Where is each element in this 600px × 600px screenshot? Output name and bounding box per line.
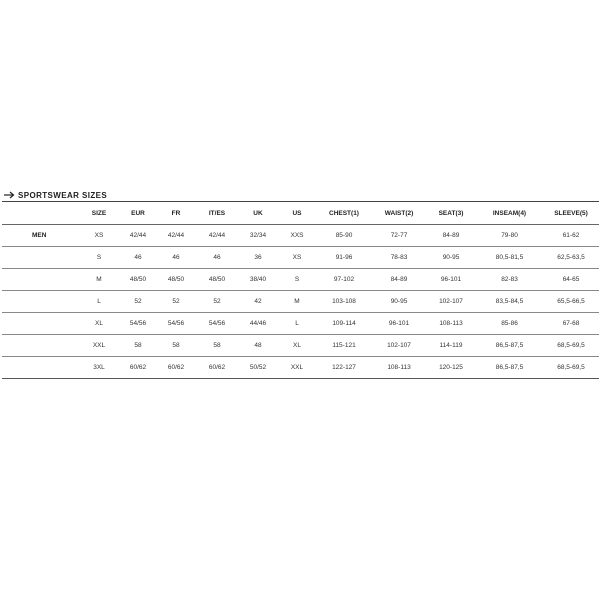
table-cell: 54/56: [156, 313, 196, 335]
table-cell: 115-121: [316, 335, 372, 357]
header-cell-it-es: IT/ES: [196, 202, 238, 225]
table-cell: 58: [156, 335, 196, 357]
table-cell: M: [78, 269, 120, 291]
size-table: [2, 201, 599, 379]
table-cell: 78-83: [372, 247, 426, 269]
table-cell: L: [78, 291, 120, 313]
table-cell: 60/62: [196, 357, 238, 379]
table-row: [2, 335, 599, 357]
table-cell: 90-95: [426, 247, 476, 269]
table-cell: 85-90: [316, 225, 372, 247]
table-cell: 64-65: [543, 269, 599, 291]
table-cell: 109-114: [316, 313, 372, 335]
table-cell: 83,5-84,5: [476, 291, 543, 313]
table-row: [2, 357, 599, 379]
table-cell: XS: [278, 247, 316, 269]
group-cell: MEN: [2, 225, 78, 247]
group-cell: [2, 269, 78, 291]
header-row: [2, 202, 599, 225]
table-cell: 32/34: [238, 225, 278, 247]
table-cell: XXL: [78, 335, 120, 357]
header-cell-inseam: INSEAM(4): [476, 202, 543, 225]
table-row: [2, 313, 599, 335]
table-row: [2, 291, 599, 313]
table-cell: S: [278, 269, 316, 291]
table-cell: 102-107: [426, 291, 476, 313]
table-cell: 86,5-87,5: [476, 357, 543, 379]
table-cell: 62,5-63,5: [543, 247, 599, 269]
section-title-text: SPORTSWEAR SIZES: [18, 190, 108, 200]
header-cell-seat: SEAT(3): [426, 202, 476, 225]
table-cell: XL: [278, 335, 316, 357]
table-cell: 84-89: [426, 225, 476, 247]
table-cell: XXL: [278, 357, 316, 379]
table-cell: 97-102: [316, 269, 372, 291]
table-cell: 82-83: [476, 269, 543, 291]
table-cell: 108-113: [372, 357, 426, 379]
table-cell: 44/46: [238, 313, 278, 335]
table-row: [2, 225, 599, 247]
table-cell: M: [278, 291, 316, 313]
header-cell-group: [2, 202, 78, 225]
table-cell: 102-107: [372, 335, 426, 357]
table-cell: 122-127: [316, 357, 372, 379]
table-row: [2, 247, 599, 269]
group-cell: [2, 313, 78, 335]
table-cell: 42: [238, 291, 278, 313]
table-cell: 58: [120, 335, 156, 357]
table-cell: 58: [196, 335, 238, 357]
table-cell: 90-95: [372, 291, 426, 313]
header-cell-uk: UK: [238, 202, 278, 225]
table-cell: 54/56: [120, 313, 156, 335]
table-cell: 42/44: [196, 225, 238, 247]
table-cell: 54/56: [196, 313, 238, 335]
table-cell: 68,5-69,5: [543, 335, 599, 357]
header-cell-waist: WAIST(2): [372, 202, 426, 225]
table-cell: 85-86: [476, 313, 543, 335]
table-cell: 46: [120, 247, 156, 269]
table-cell: 36: [238, 247, 278, 269]
table-cell: 91-96: [316, 247, 372, 269]
table-cell: 3XL: [78, 357, 120, 379]
header-cell-eur: EUR: [120, 202, 156, 225]
group-cell: [2, 357, 78, 379]
table-cell: 46: [156, 247, 196, 269]
table-cell: 48/50: [120, 269, 156, 291]
table-row: [2, 269, 599, 291]
table-cell: 120-125: [426, 357, 476, 379]
table-cell: 114-119: [426, 335, 476, 357]
table-cell: XXS: [278, 225, 316, 247]
arrow-right-icon: [4, 191, 15, 199]
table-cell: 96-101: [372, 313, 426, 335]
table-cell: L: [278, 313, 316, 335]
table-cell: 86,5-87,5: [476, 335, 543, 357]
table-cell: 84-89: [372, 269, 426, 291]
table-cell: 67-68: [543, 313, 599, 335]
table-cell: 38/40: [238, 269, 278, 291]
table-cell: 65,5-66,5: [543, 291, 599, 313]
table-cell: 103-108: [316, 291, 372, 313]
header-cell-sleeve: SLEEVE(5): [543, 202, 599, 225]
header-cell-chest: CHEST(1): [316, 202, 372, 225]
table-cell: 52: [120, 291, 156, 313]
header-cell-fr: FR: [156, 202, 196, 225]
table-cell: 80,5-81,5: [476, 247, 543, 269]
table-cell: 60/62: [120, 357, 156, 379]
header-cell-size: SIZE: [78, 202, 120, 225]
header-cell-us: US: [278, 202, 316, 225]
table-cell: 108-113: [426, 313, 476, 335]
table-cell: 61-62: [543, 225, 599, 247]
group-cell: [2, 291, 78, 313]
table-cell: 48: [238, 335, 278, 357]
table-cell: 42/44: [120, 225, 156, 247]
table-cell: XL: [78, 313, 120, 335]
table-cell: XS: [78, 225, 120, 247]
table-cell: 52: [156, 291, 196, 313]
table-cell: 48/50: [156, 269, 196, 291]
table-cell: 60/62: [156, 357, 196, 379]
table-cell: 46: [196, 247, 238, 269]
table-body: [2, 225, 599, 379]
table-cell: 42/44: [156, 225, 196, 247]
table-cell: 50/52: [238, 357, 278, 379]
group-cell: [2, 247, 78, 269]
table-cell: 52: [196, 291, 238, 313]
table-cell: 72-77: [372, 225, 426, 247]
table-cell: S: [78, 247, 120, 269]
table-cell: 96-101: [426, 269, 476, 291]
table-cell: 79-80: [476, 225, 543, 247]
section-title: [4, 189, 107, 201]
group-cell: [2, 335, 78, 357]
table-cell: 68,5-69,5: [543, 357, 599, 379]
table-cell: 48/50: [196, 269, 238, 291]
